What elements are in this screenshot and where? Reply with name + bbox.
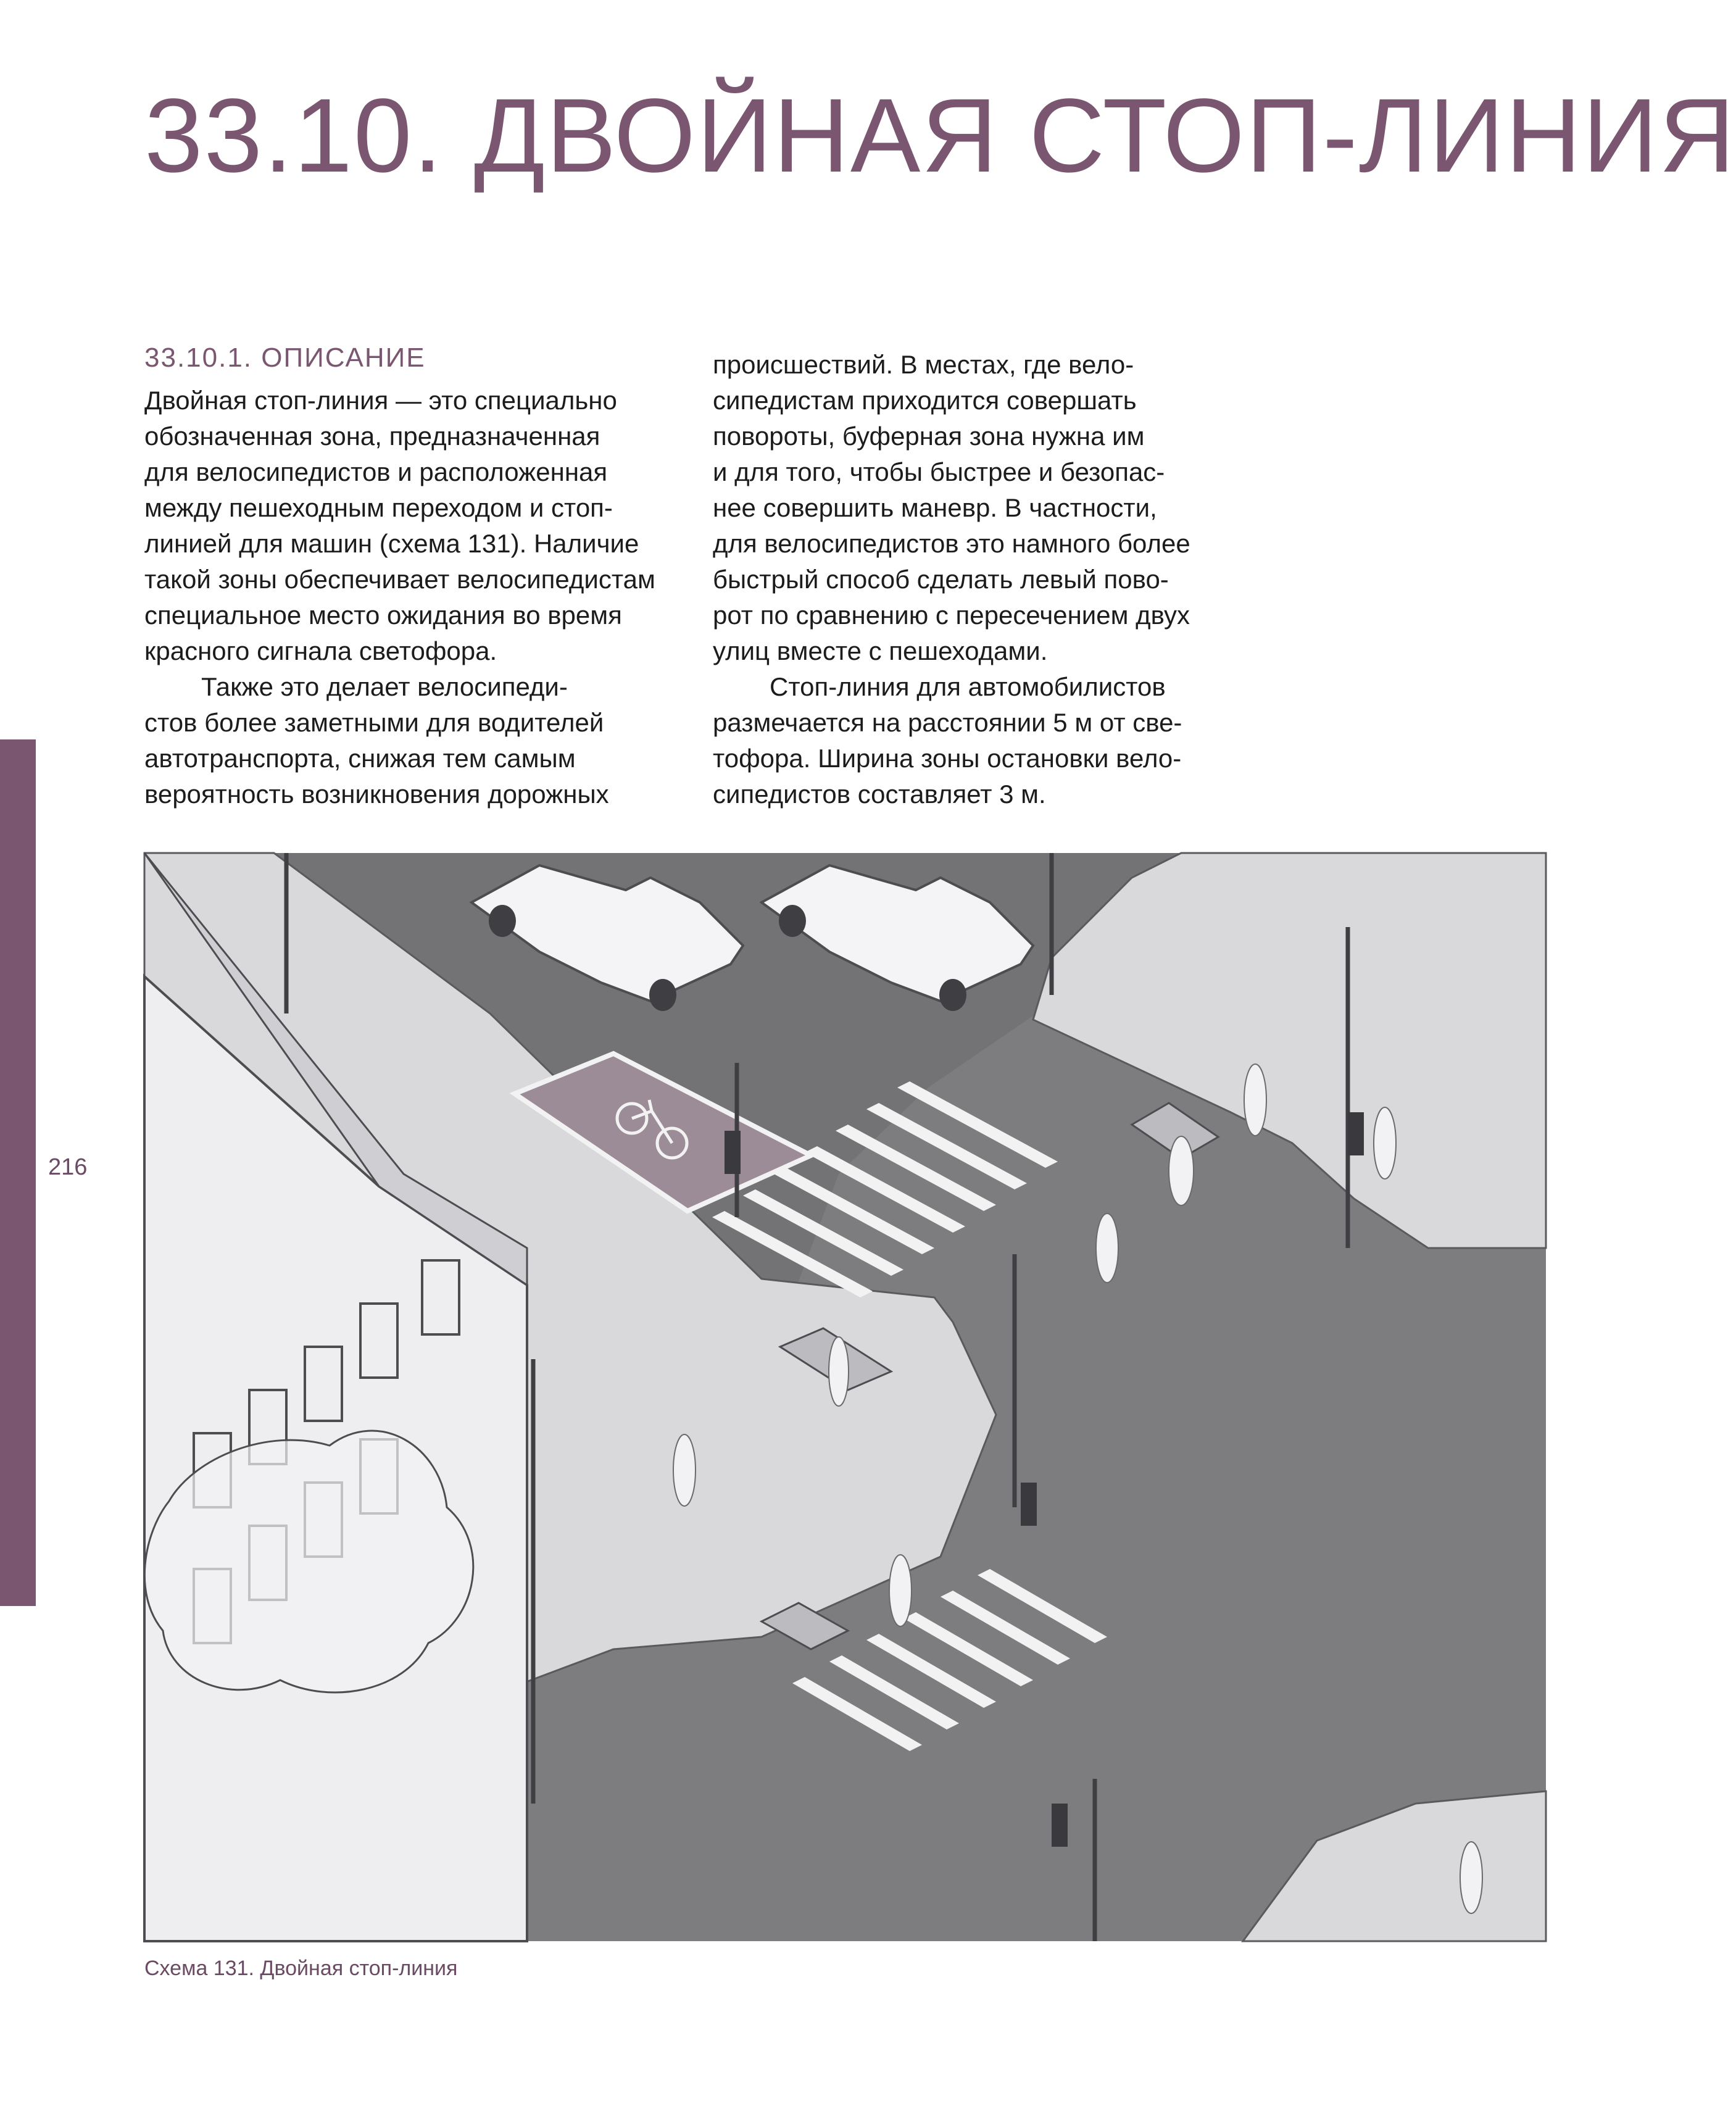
figure-caption: Схема 131. Двойная стоп-линия	[144, 1957, 458, 1980]
text-line: повороты, буферная зона нужна им	[713, 422, 1145, 451]
text-line: рот по сравнению с пересечением двух	[713, 601, 1190, 630]
page-number: 216	[48, 1154, 88, 1180]
text-line: сипедистам приходится совершать	[713, 386, 1137, 415]
intersection-illustration	[144, 853, 1546, 1941]
intersection-drawing	[144, 853, 1546, 1941]
text-line: обозначенная зона, предназначенная	[144, 422, 600, 451]
text-line: для велосипедистов это намного более	[713, 529, 1190, 558]
text-line: между пешеходным переходом и стоп-	[144, 493, 613, 522]
page-title: 33.10. ДВОЙНАЯ СТОП-ЛИНИЯ	[144, 77, 1736, 194]
text-line: специальное место ожидания во время	[144, 601, 622, 630]
text-line: происшествий. В местах, где вело-	[713, 350, 1134, 379]
text-line: красного сигнала светофора.	[144, 636, 497, 665]
text-line: улиц вместе с пешеходами.	[713, 636, 1048, 665]
body-column-2	[713, 347, 1256, 812]
text-line: быстрый способ сделать левый пово-	[713, 565, 1169, 594]
text-line: Двойная стоп-линия — это специально	[144, 386, 617, 415]
text-line: Стоп-линия для автомобилистов	[770, 672, 1166, 701]
text-line: для велосипедистов и расположенная	[144, 457, 608, 486]
text-line: вероятность возникновения дорожных	[144, 780, 609, 809]
text-line: нее совершить маневр. В частности,	[713, 493, 1157, 522]
text-line: автотранспорта, снижая тем самым	[144, 744, 576, 773]
text-line: стов более заметными для водителей	[144, 708, 604, 737]
text-line: размечается на расстоянии 5 м от све-	[713, 708, 1182, 737]
text-line: и для того, чтобы быстрее и безопас-	[713, 457, 1165, 486]
section-heading: 33.10.1. ОПИСАНИЕ	[144, 343, 426, 373]
text-line: такой зоны обеспечивает велосипедистам	[144, 565, 655, 594]
text-line: Также это делает велосипеди-	[201, 672, 568, 701]
text-line: тофора. Ширина зоны остановки вело-	[713, 744, 1182, 773]
body-column-1	[144, 383, 687, 812]
text-line: сипедистов составляет 3 м.	[713, 780, 1046, 809]
side-accent-bar	[0, 739, 36, 1606]
text-line: линией для машин (схема 131). Наличие	[144, 529, 639, 558]
